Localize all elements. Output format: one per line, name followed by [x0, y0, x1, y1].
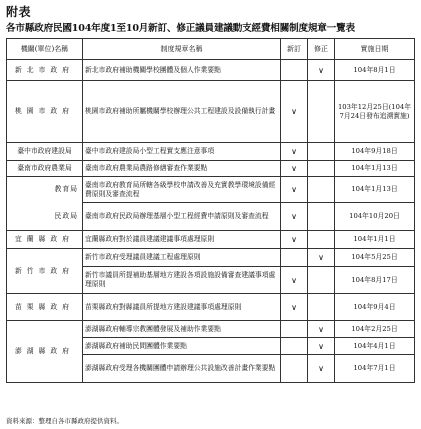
agency-cell: 民政局: [7, 203, 83, 231]
amend-cell: [308, 231, 335, 249]
table-row: [7, 161, 415, 177]
table-row: [7, 231, 415, 249]
amend-cell: ∨: [308, 60, 335, 81]
regulation-cell: 澎湖縣政府補助民間團體作業要點: [83, 338, 281, 355]
regulation-cell: 澎湖縣政府輔導宗教團體發展及補助作業要點: [83, 321, 281, 338]
new-cell: ∨: [281, 143, 308, 161]
new-cell: [281, 355, 308, 383]
new-cell: ∨: [281, 177, 308, 203]
new-cell: ∨: [281, 294, 308, 321]
date-cell: 103年12月25日(104年7月24日發布追溯實施): [335, 81, 415, 143]
date-cell: 104年1月13日: [335, 177, 415, 203]
agency-cell: 澎湖縣政府: [7, 321, 83, 383]
date-cell: 104年1月1日: [335, 231, 415, 249]
regulation-cell: 臺南市政府教育局所轄各級學校申請改善及充實教學環境設備經費原則及審查流程: [83, 177, 281, 203]
regulations-table: [6, 38, 415, 383]
regulation-cell: 桃園市政府補助所屬機關學校辦理公共工程建設及設備執行計畫: [83, 81, 281, 143]
agency-cell: 臺中市政府建設局: [7, 143, 83, 161]
table-row: [7, 249, 415, 267]
document-subtitle: 各市縣政府民國104年度1至10月新訂、修正議員建議動支經費相關制度規章一覽表: [6, 23, 355, 34]
agency-cell: 臺南市政府農業局: [7, 161, 83, 177]
agency-cell: 苗栗縣政府: [7, 294, 83, 321]
amend-cell: ∨: [308, 249, 335, 267]
regulation-cell: 臺南市政府民政局辦理基層小型工程經費申請原則及審查流程: [83, 203, 281, 231]
new-cell: [281, 249, 308, 267]
header-date: 實施日期: [335, 39, 415, 60]
date-cell: 104年7月1日: [335, 355, 415, 383]
regulation-cell: 新竹市政府受理議員建議工程處理原則: [83, 249, 281, 267]
regulation-cell: 苗栗縣政府對縣議員所提地方建設建議事項處理原則: [83, 294, 281, 321]
new-cell: ∨: [281, 267, 308, 294]
regulation-cell: 澎湖縣政府受理各機關團體申請辦理公共設施改善計畫作業要點: [83, 355, 281, 383]
date-cell: 104年9月4日: [335, 294, 415, 321]
amend-cell: [308, 294, 335, 321]
new-cell: ∨: [281, 231, 308, 249]
table-header-row: [7, 39, 415, 60]
date-cell: 104年5月25日: [335, 249, 415, 267]
new-cell: ∨: [281, 203, 308, 231]
table-row: [7, 203, 415, 231]
date-cell: 104年10月20日: [335, 203, 415, 231]
amend-cell: [308, 267, 335, 294]
amend-cell: ∨: [308, 338, 335, 355]
table-row: [7, 143, 415, 161]
new-cell: [281, 321, 308, 338]
agency-cell: 新竹市政府: [7, 249, 83, 294]
date-cell: 104年1月13日: [335, 161, 415, 177]
regulation-cell: 臺南市政府農業局農路修繕審查作業要點: [83, 161, 281, 177]
new-cell: ∨: [281, 161, 308, 177]
new-cell: [281, 60, 308, 81]
amend-cell: [308, 81, 335, 143]
amend-cell: [308, 161, 335, 177]
table-row: [7, 294, 415, 321]
agency-cell: 宜蘭縣政府: [7, 231, 83, 249]
date-cell: 104年8月1日: [335, 60, 415, 81]
table-row: [7, 177, 415, 203]
table-row: [7, 60, 415, 81]
header-amend: 修正: [308, 39, 335, 60]
date-cell: 104年4月1日: [335, 338, 415, 355]
agency-cell: 桃園市政府: [7, 81, 83, 143]
amend-cell: ∨: [308, 321, 335, 338]
source-note: 資料來源：整理自各市縣政府提供資料。: [6, 417, 123, 425]
header-agency: 機關(單位)名稱: [7, 39, 83, 60]
regulation-cell: 新竹市議員所提補助基層地方建設各項設施設備審查建議事項處理原則: [83, 267, 281, 294]
agency-cell: 新北市政府: [7, 60, 83, 81]
table-row: [7, 321, 415, 338]
amend-cell: [308, 203, 335, 231]
agency-cell: 教育局: [7, 177, 83, 203]
date-cell: 104年2月25日: [335, 321, 415, 338]
date-cell: 104年8月17日: [335, 267, 415, 294]
new-cell: [281, 338, 308, 355]
document-title: 附表: [6, 5, 32, 19]
header-new: 新訂: [281, 39, 308, 60]
date-cell: 104年9月18日: [335, 143, 415, 161]
table-row: [7, 81, 415, 143]
amend-cell: ∨: [308, 355, 335, 383]
header-regulation: 制度規章名稱: [83, 39, 281, 60]
amend-cell: [308, 177, 335, 203]
new-cell: ∨: [281, 81, 308, 143]
regulation-cell: 新北市政府補助機關學校團體及個人作業要點: [83, 60, 281, 81]
regulation-cell: 臺中市政府建設局小型工程實支應注意事項: [83, 143, 281, 161]
amend-cell: [308, 143, 335, 161]
regulation-cell: 宜蘭縣政府對於議員建議建議事項處理原則: [83, 231, 281, 249]
